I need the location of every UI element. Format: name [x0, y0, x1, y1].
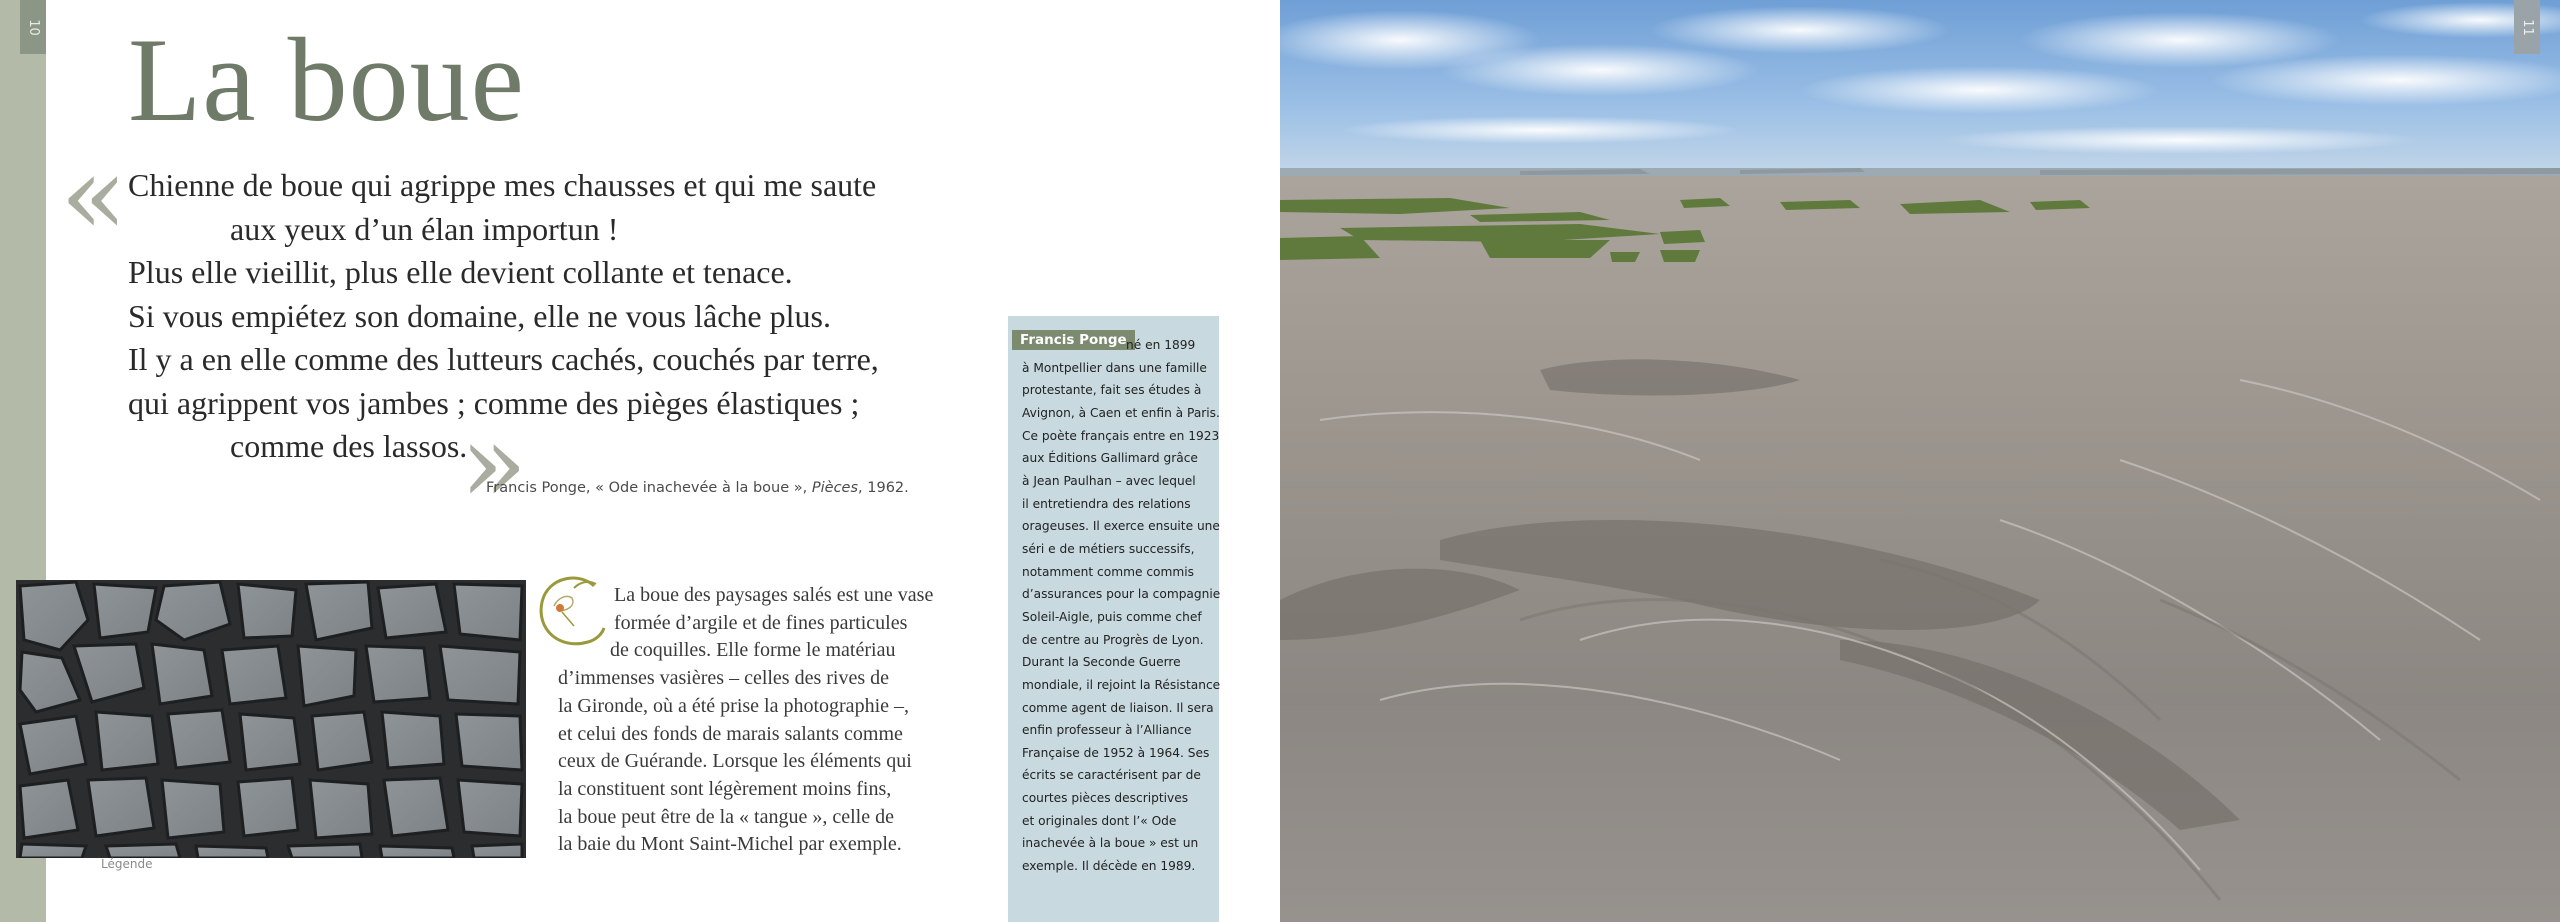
- bio-line: né en 1899: [1126, 338, 1196, 352]
- page-number-left: 10: [20, 0, 46, 54]
- photo-caption: Légende: [101, 857, 153, 871]
- bio-line: comme agent de liaison. Il sera: [1022, 700, 1214, 715]
- body-line: et celui des fonds de marais salants comme: [558, 722, 903, 745]
- body-paragraph: [558, 582, 978, 859]
- bio-line: inachevée à la boue » est un: [1022, 836, 1199, 851]
- poem-line: Si vous empiétez son domaine, elle ne vous lâche plus.: [128, 297, 831, 334]
- body-line: la boue peut être de la « tangue », celle de: [558, 805, 894, 828]
- bio-line: et originales dont l’« Ode: [1022, 813, 1177, 828]
- bio-line: Soleil-Aigle, puis comme chef: [1022, 609, 1202, 624]
- bio-line: Française de 1952 à 1964. Ses: [1022, 745, 1210, 760]
- bio-line: il entretiendra des relations: [1022, 496, 1191, 511]
- bio-line: aux Éditions Gallimard grâce: [1022, 451, 1198, 466]
- citation-author: Francis Ponge, « Ode inachevée à la boue »,: [486, 480, 812, 496]
- bio-line: à Montpellier dans une famille: [1022, 360, 1207, 375]
- citation-year: , 1962.: [858, 480, 909, 496]
- bio-line: Avignon, à Caen et enfin à Paris.: [1022, 405, 1220, 420]
- body-line: la Gironde, où a été prise la photographie –,: [558, 694, 909, 717]
- opening-quote-mark: «: [60, 131, 128, 259]
- page-number-right: 11: [2514, 0, 2540, 54]
- body-line: d’immenses vasières – celles des rives de: [558, 667, 890, 690]
- mudflat-landscape-photo: [1280, 0, 2560, 922]
- bio-line: séri e de métiers successifs,: [1022, 541, 1195, 556]
- body-line: la constituent sont légèrement moins fins,: [558, 777, 892, 800]
- bio-line: Durant la Seconde Guerre: [1022, 655, 1181, 670]
- poem-line: aux yeux d’un élan importun !: [230, 210, 619, 247]
- closing-quote-mark: »: [460, 399, 528, 527]
- body-line: formée d’argile et de fines particules: [614, 611, 908, 634]
- author-bio-text: [1022, 334, 1222, 878]
- bio-line: écrits se caractérisent par de: [1022, 768, 1201, 783]
- poem-line: Il y a en elle comme des lutteurs cachés, couchés par terre,: [128, 341, 879, 377]
- poem-line: qui agrippent vos jambes ; comme des pièges élastiques ;: [128, 384, 860, 421]
- bio-line: orageuses. Il exerce ensuite une: [1022, 519, 1220, 534]
- bio-line: protestante, fait ses études à: [1022, 383, 1202, 398]
- body-line: de coquilles. Elle forme le matériau: [610, 639, 896, 662]
- bio-line: notamment comme commis: [1022, 564, 1194, 579]
- poem-line: Plus elle vieillit, plus elle devient collante et tenace.: [128, 254, 793, 290]
- body-line: ceux de Guérande. Lorsque les éléments qui: [558, 750, 912, 773]
- bio-line: mondiale, il rejoint la Résistance: [1022, 677, 1221, 692]
- bio-line: Ce poète français entre en 1923: [1022, 428, 1220, 443]
- bio-name-label: Francis Ponge: [1012, 330, 1135, 350]
- bio-line: enfin professeur à l’Alliance: [1022, 723, 1192, 738]
- citation-work: Pièces: [811, 480, 859, 496]
- bio-line: de centre au Progrès de Lyon.: [1022, 632, 1204, 647]
- bio-line: courtes pièces descriptives: [1022, 791, 1189, 806]
- page-title: La boue: [128, 13, 525, 146]
- cracked-mud-photo: [16, 580, 526, 858]
- bio-line: à Jean Paulhan – avec lequel: [1022, 473, 1196, 488]
- poem-line: comme des lassos.: [230, 428, 468, 464]
- body-line: La boue des paysages salés est une vase: [614, 584, 934, 606]
- body-line: la baie du Mont Saint-Michel par exemple.: [558, 833, 902, 856]
- bio-line: d’assurances pour la compagnie: [1022, 587, 1221, 602]
- poem-citation: [486, 480, 909, 496]
- bio-line: exemple. Il décède en 1989.: [1022, 859, 1196, 874]
- poem-line: Chienne de boue qui agrippe mes chausses et qui me saute: [128, 167, 877, 203]
